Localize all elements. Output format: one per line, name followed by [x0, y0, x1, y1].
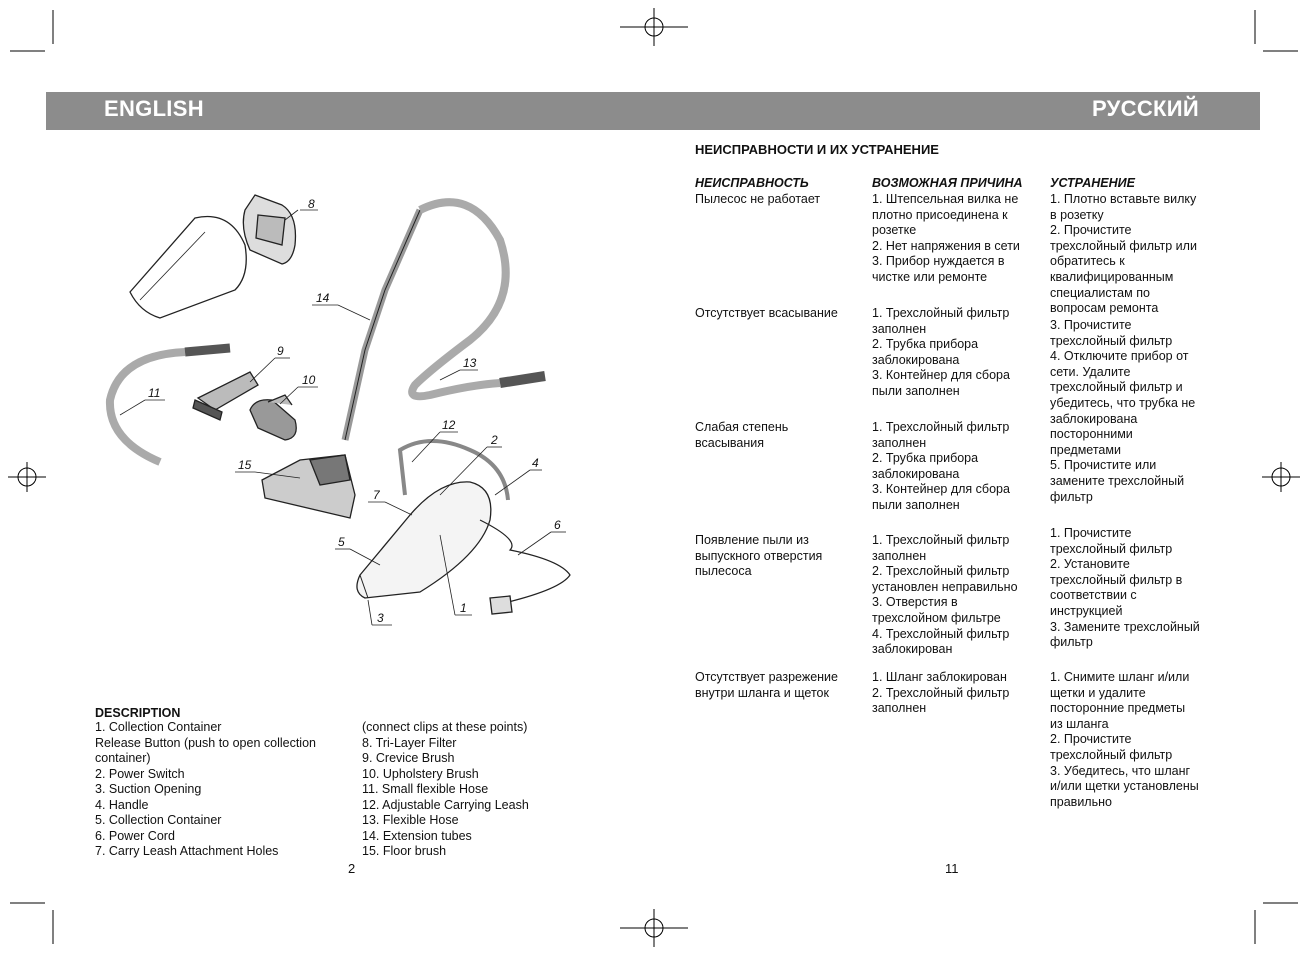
callout-10: 10: [302, 373, 316, 387]
description-item: 8. Tri-Layer Filter: [362, 735, 457, 750]
description-item: 2. Power Switch: [95, 766, 185, 781]
section-title: НЕИСПРАВНОСТИ И ИХ УСТРАНЕНИЕ: [695, 142, 939, 157]
table-cell-remedy: обратитесь к: [1050, 254, 1125, 269]
table-cell-remedy: замените трехслойный: [1050, 474, 1185, 488]
callout-7: 7: [373, 488, 380, 502]
table-cell-remedy: 1. Прочистите: [1050, 526, 1132, 540]
table-cell-remedy: посторонние предметы: [1050, 701, 1186, 716]
table-cell-remedy: трехслойный фильтр: [1050, 748, 1173, 762]
table-cell-cause: трехслойном фильтре: [872, 611, 1001, 625]
registration-mark-left: [8, 462, 46, 492]
callout-4: 4: [532, 456, 539, 470]
table-cell-remedy: трехслойный фильтр или: [1050, 238, 1197, 253]
table-cell-remedy: квалифицированным: [1050, 270, 1174, 284]
table-cell-cause: 2. Трехслойный фильтр: [872, 564, 1010, 579]
header-english-title: ENGLISH: [104, 96, 204, 121]
description-item: 13. Flexible Hose: [362, 813, 459, 827]
callout-11: 11: [148, 386, 161, 400]
header-bar: [46, 92, 1260, 130]
table-cell-remedy: 2. Прочистите: [1050, 732, 1132, 747]
column-header-remedy: УСТРАНЕНИЕ: [1050, 176, 1135, 190]
description-item: 7. Carry Leash Attachment Holes: [95, 844, 279, 858]
table-cell-cause: 4. Трехслойный фильтр: [872, 626, 1010, 641]
table-cell-cause: 2. Трубка прибора: [872, 451, 979, 466]
power-cord-drawing: [480, 520, 570, 604]
table-cell-cause: заблокирована: [872, 352, 960, 367]
description-item: (connect clips at these points): [362, 720, 528, 734]
table-cell-remedy: 3. Убедитесь, что шланг: [1050, 763, 1191, 778]
callout-14: 14: [316, 291, 330, 305]
table-cell-remedy: 1. Снимите шланг и/или: [1050, 670, 1190, 684]
table-cell-remedy: соответствии с: [1050, 588, 1137, 603]
table-cell-remedy: сети. Удалите: [1050, 364, 1131, 379]
upholstery-brush-drawing: [250, 400, 296, 440]
description-item: 3. Suction Opening: [95, 782, 202, 796]
table-cell-remedy: 2. Установите: [1050, 557, 1130, 572]
table-cell-remedy: 2. Прочистите: [1050, 223, 1132, 238]
table-cell-cause: 3. Прибор нуждается в: [872, 254, 1005, 269]
description-item: 11. Small flexible Hose: [362, 782, 489, 796]
table-cell-remedy: вопросам ремонта: [1050, 301, 1159, 316]
table-cell-problem: Отсутствует разрежение: [695, 670, 838, 684]
table-cell-remedy: заблокирована: [1050, 411, 1138, 426]
page-number-left: 2: [348, 861, 356, 876]
registration-mark-bottom: [620, 909, 688, 947]
callout-6: 6: [554, 518, 561, 532]
table-cell-remedy: фильтр: [1050, 635, 1093, 650]
callout-5: 5: [338, 535, 345, 549]
table-cell-cause: 3. Контейнер для сбора: [872, 482, 1010, 497]
table-cell-remedy: трехслойный фильтр: [1050, 541, 1173, 556]
registration-mark-right: [1262, 462, 1300, 492]
table-cell-problem: выпускного отверстия: [695, 548, 823, 563]
description-item: 4. Handle: [95, 797, 149, 812]
table-cell-remedy: трехслойный фильтр в: [1050, 572, 1183, 587]
table-cell-problem: пылесоса: [695, 564, 752, 579]
table-cell-cause: установлен неправильно: [872, 579, 1018, 594]
table-cell-cause: 3. Контейнер для сбора: [872, 368, 1010, 383]
table-cell-cause: 1. Шланг заблокирован: [872, 670, 1007, 684]
callout-8: 8: [308, 197, 315, 211]
table-cell-cause: заполнен: [872, 321, 927, 336]
table-cell-cause: заполнен: [872, 435, 927, 450]
table-cell-problem: всасывания: [695, 435, 765, 450]
table-cell-cause: пыли заполнен: [872, 384, 960, 398]
table-cell-cause: заполнен: [872, 701, 927, 716]
table-cell-problem: внутри шланга и щеток: [695, 685, 829, 700]
description-item: Release Button (push to open collection: [95, 735, 316, 750]
table-cell-cause: розетке: [872, 223, 917, 238]
table-cell-remedy: инструкцией: [1050, 604, 1123, 618]
table-cell-cause: заблокирована: [872, 466, 960, 481]
callout-9: 9: [277, 344, 284, 358]
table-cell-remedy: фильтр: [1050, 489, 1093, 504]
callout-15: 15: [238, 458, 252, 472]
table-cell-cause: 2. Нет напряжения в сети: [872, 238, 1020, 253]
table-cell-cause: 1. Трехслойный фильтр: [872, 420, 1010, 434]
table-cell-cause: 3. Отверстия в: [872, 595, 958, 610]
table-cell-remedy: 3. Прочистите: [1050, 318, 1132, 332]
table-cell-cause: 1. Трехслойный фильтр: [872, 306, 1010, 320]
callout-2: 2: [491, 433, 498, 447]
table-cell-remedy: 5. Прочистите или: [1050, 458, 1157, 473]
callout-3: 3: [377, 611, 384, 625]
registration-mark-top: [620, 8, 688, 46]
description-item: 6. Power Cord: [95, 828, 175, 843]
small-hose-drawing: [110, 352, 185, 462]
vacuum-diagram: [95, 185, 615, 635]
description-item: 1. Collection Container: [95, 720, 222, 734]
table-cell-remedy: специалистам по: [1050, 285, 1150, 300]
table-cell-cause: 2. Трубка прибора: [872, 337, 979, 352]
description-item: 12. Adjustable Carrying Leash: [362, 797, 529, 812]
table-cell-remedy: и/или щетки установлены: [1050, 779, 1199, 794]
collection-container-drawing: [130, 217, 246, 318]
flexible-hose-drawing: [412, 202, 506, 396]
table-cell-cause: чистке или ремонте: [872, 270, 988, 284]
callout-12: 12: [442, 418, 456, 432]
description-item: 9. Crevice Brush: [362, 751, 455, 765]
description-title: DESCRIPTION: [95, 706, 181, 720]
table-cell-remedy: в розетку: [1050, 207, 1104, 222]
description-item: 14. Extension tubes: [362, 828, 472, 843]
table-cell-cause: заполнен: [872, 548, 927, 563]
description-item: container): [95, 751, 151, 765]
callout-13: 13: [463, 356, 477, 370]
table-cell-problem: Отсутствует всасывание: [695, 306, 838, 320]
table-cell-remedy: 1. Плотно вставьте вилку: [1050, 192, 1197, 206]
column-header-problem: НЕИСПРАВНОСТЬ: [695, 176, 809, 190]
table-cell-remedy: трехслойный фильтр и: [1050, 380, 1183, 395]
table-cell-cause: 1. Штепсельная вилка не: [872, 192, 1019, 206]
table-cell-remedy: 4. Отключите прибор от: [1050, 349, 1189, 364]
table-cell-remedy: из шланга: [1050, 716, 1109, 731]
description-item: 5. Collection Container: [95, 813, 222, 827]
table-cell-problem: Слабая степень: [695, 420, 789, 434]
table-cell-remedy: убедитесь, что трубка не: [1050, 396, 1196, 410]
description-item: 15. Floor brush: [362, 844, 447, 858]
table-cell-remedy: трехслойный фильтр: [1050, 333, 1173, 348]
table-cell-cause: заблокирован: [872, 642, 953, 657]
table-cell-cause: плотно присоединена к: [872, 207, 1008, 222]
table-cell-remedy: 3. Замените трехслойный: [1050, 619, 1200, 634]
table-cell-cause: пыли заполнен: [872, 498, 960, 512]
description-item: 10. Upholstery Brush: [362, 766, 479, 781]
callout-1: 1: [460, 601, 467, 615]
header-russian-title: РУССКИЙ: [1092, 96, 1199, 121]
extension-tube-drawing: [345, 210, 420, 440]
table-cell-remedy: посторонними: [1050, 427, 1133, 442]
crevice-brush-drawing: [198, 372, 258, 410]
column-header-cause: ВОЗМОЖНАЯ ПРИЧИНА: [872, 176, 1023, 190]
table-cell-cause: 1. Трехслойный фильтр: [872, 533, 1010, 547]
table-cell-remedy: щетки и удалите: [1050, 685, 1146, 700]
page-number-right: 11: [945, 861, 959, 876]
table-cell-remedy: правильно: [1050, 794, 1112, 809]
table-cell-remedy: предметами: [1050, 442, 1121, 457]
table-cell-cause: 2. Трехслойный фильтр: [872, 685, 1010, 700]
table-cell-problem: Появление пыли из: [695, 533, 809, 547]
table-cell-problem: Пылесос не работает: [695, 192, 821, 206]
